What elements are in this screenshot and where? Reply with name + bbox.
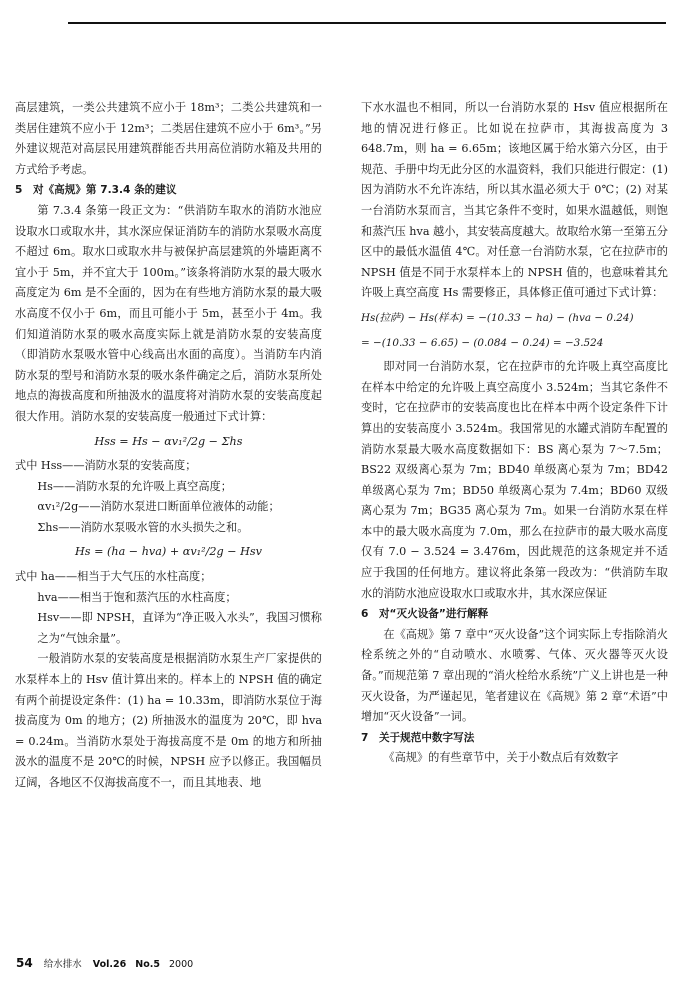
page-number: 54 bbox=[16, 956, 33, 970]
paragraph: 式中 Hss——消防水泵的安装高度； bbox=[15, 459, 197, 473]
equation: Hs(拉萨) − Hs(样本) = −(10.33 − ha) − (hva − 0.24) bbox=[361, 311, 634, 324]
paragraph: 下水水温也不相同，所以一台消防水泵的 Hsv 值应根据所在地的情况进行修正。比如说在拉萨市，其海拔高度为 3 648.7m，则 ha = 6.65m；该地区属于给水第六分区，由于规范、手册中均无此分区的水温资料，我们只能进行假定：(1) 因为消防水不允许冻结，所以其水温必须大于 0℃；(2) 对某一台消防水泵而言，当其它条件不变时，如果水温越低，则饱和蒸汽压 hva 越小，其安装高度越大。故取给水第一至第五分区中的最低水温值 4℃。对任意一台消防水泵，它在拉萨市的 NPSH 值是不同于水泵样本上的 NPSH 值的，也意味着其允许吸上真空高度 Hs 需要修正，具体修正值可通过下式计算： bbox=[361, 101, 668, 300]
equation: Hs = (ha − hva) + αv₁²/2g − Hsv bbox=[75, 545, 262, 559]
section-heading: 7 关于规范中数字写法 bbox=[361, 731, 475, 744]
right-column bbox=[361, 98, 668, 769]
left-column bbox=[15, 98, 322, 794]
paragraph: 在《高规》第 7 章中“灭火设备”这个词实际上专指除消火栓系统之外的“自动喷水、水喷雾、气体、灭火器等灭火设备。”而规范第 7 章出现的“消火栓给水系统”广义上讲也是一种灭火设备，为严谨起见，笔者建议在《高规》第 2 章“术语”中增加“灭火设备”一词。 bbox=[361, 627, 668, 724]
journal-name: 给水排水 bbox=[43, 959, 82, 970]
paragraph: 第 7.3.4 条第一段正文为：“供消防车取水的消防水池应设取水口或取水井，其水深应保证消防车的消防水泵吸水高度不超过 6m。取水口或取水井与被保护高层建筑的外墙距离不宜小于 5m，并不宜大于 100m。”该条将消防水泵的最大吸水高度定为 6m 是不全面的，因为在有些地方消防水泵的最大吸水高度不仅小于 6m，而且可能小于 5m，甚至小于 4m。我们知道消防水泵的吸水高度实际上就是消防水泵的安装高度（即消防水泵吸水管中心线高出水面的高度）。当消防车内消防水泵的型号和消防水泵的吸水条件确定之后，消防水泵所处地点的海拔高度和所抽汲水的温度将对消防水泵的安装高度起很大作用。消防水泵的安装高度一般通过下式计算： bbox=[15, 203, 322, 423]
paragraph: 即对同一台消防水泵，它在拉萨市的允许吸上真空高度比在样本中给定的允许吸上真空高度小 3.524m；当其它条件不变时，它在拉萨市的安装高度也比在样本中两个设定条件下计算出的安装高度小 3.524m。我国常见的水罐式消防车配置的消防水泵最大吸水高度数据如下：BS 离心泵为 7～7.5m；BS22 双级离心泵为 7m；BD40 单级离心泵为 7m；BD42 单级离心泵为 7m；BD50 单级离心泵为 7.4m；BD60 双级离心泵为 7m；BG35 离心泵为 7m。如果一台消防水泵在样本中的最大吸水高度为 7.0m，那么在拉萨市的最大吸水高度仅有 7.0 − 3.524 = 3.476m，因此规范的这条规定并不适应于我国的任何地方。建议将此条第一段改为：“供消防车取水的消防水池应设取水口或取水井，其水深应保证 bbox=[361, 360, 668, 600]
header-rule bbox=[68, 22, 666, 24]
equation: Hss = Hs − αv₁²/2g − Σhs bbox=[94, 434, 243, 448]
year-label: 2000 bbox=[169, 959, 194, 970]
section-heading: 5 对《高规》第 7.3.4 条的建议 bbox=[15, 184, 177, 197]
paragraph: 一般消防水泵的安装高度是根据消防水泵生产厂家提供的水泵样本上的 Hsv 值计算出来的。样本上的 NPSH 值的确定有两个前提设定条件：(1) ha = 10.33m，即消防水泵位于海拔高度为 0m 的地方；(2) 所抽汲水的温度为 20℃，即 hva = 0.24m。当消防水泵处于海拔高度不是 0m 的地方和所抽汲水的温度不是 20℃的时候，NPSH 应予以修正。我国幅员辽阔，各地区不仅海拔高度不一，而且其地表、地 bbox=[15, 652, 322, 789]
volume-label: Vol.26 bbox=[92, 959, 127, 970]
symbol-definition: αv₁²/2g——消防水泵进口断面单位液体的动能； bbox=[37, 500, 280, 514]
page-footer bbox=[16, 956, 193, 970]
symbol-definition: Hs——消防水泵的允许吸上真空高度； bbox=[37, 479, 232, 493]
section-heading: 6 对“灭火设备”进行解释 bbox=[361, 608, 489, 621]
paragraph: 《高规》的有些章节中，关于小数点后有效数字 bbox=[383, 751, 619, 765]
symbol-definition: Hsv——即 NPSH，直译为“净正吸入水头”，我国习惯称之为“气蚀余量”。 bbox=[37, 611, 322, 645]
symbol-definition: hva——相当于饱和蒸汽压的水柱高度； bbox=[37, 590, 237, 604]
symbol-definition: Σhs——消防水泵吸水管的水头损失之和。 bbox=[37, 520, 249, 534]
paragraph: 高层建筑，一类公共建筑不应小于 18m³；二类公共建筑和一类居住建筑不应小于 12m³；二类居住建筑不应小于 6m³。”另外建议规范对高层民用建筑群能否共用高位消防水箱及共用的方式给予考虑。 bbox=[15, 101, 322, 176]
equation: = −(10.33 − 6.65) − (0.084 − 0.24) = −3.524 bbox=[361, 336, 604, 349]
issue-label: No.5 bbox=[135, 959, 160, 970]
paragraph: 式中 ha——相当于大气压的水柱高度； bbox=[15, 570, 212, 584]
